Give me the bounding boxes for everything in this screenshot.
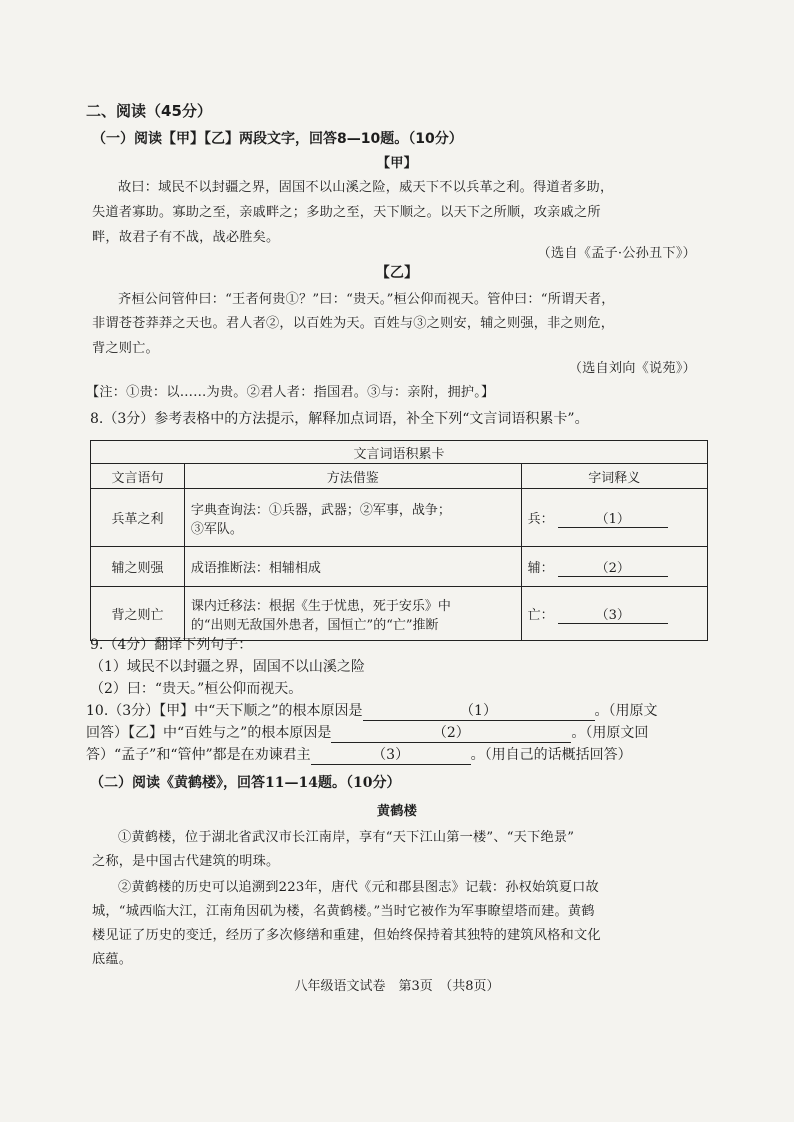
- article-paragraph-line: ①黄鹤楼，位于湖北省武汉市长江南岸，享有“天下江山第一楼”、“天下绝景”: [118, 830, 575, 845]
- row-phrase: 兵革之利: [91, 489, 185, 547]
- passage-yi-label: 【乙】: [375, 265, 419, 281]
- q9-item: （2）曰：“贵天。”桓公仰而视天。: [90, 681, 303, 697]
- row-method: 课内迁移法：根据《生于忧患，死于安乐》中 的“出则无敌国外患者，国恒亡”的“亡”推断: [184, 587, 521, 641]
- row-phrase: 辅之则强: [91, 547, 185, 587]
- article-paragraph-line: 底蕴。: [92, 952, 133, 967]
- passage-yi-line: 齐桓公问管仲曰：“王者何贵①？”曰：“贵天。”桓公仰而视天。管仲曰：“所谓天者，: [118, 292, 615, 307]
- passage-yi-line: 背之则亡。: [92, 341, 159, 356]
- vocab-card-table: [90, 440, 708, 641]
- row-meaning: 兵： （1）: [521, 489, 707, 547]
- header-meaning: 字词释义: [521, 464, 707, 489]
- article-paragraph-line: 城，“城西临大江，江南角因矶为楼，名黄鹤楼。”当时它被作为军事瞭望塔而建。黄鹤: [92, 904, 595, 919]
- card-title: 文言词语积累卡: [91, 441, 708, 464]
- passage-jia-source: （选自《孟子·公孙丑下》）: [537, 246, 696, 261]
- passage-jia-line: 失道者寡助。寡助之至，亲戚畔之；多助之至，天下顺之。以天下之所顺，攻亲戚之所: [92, 205, 601, 220]
- answer-blank[interactable]: （3）: [311, 744, 471, 765]
- passage-jia-label: 【甲】: [376, 156, 418, 171]
- answer-blank[interactable]: （2）: [558, 557, 668, 577]
- q9-item: （1）域民不以封疆之界，固国不以山溪之险: [90, 659, 365, 675]
- page-footer: 八年级语文试卷 第3页 （共8页）: [294, 979, 500, 994]
- answer-blank[interactable]: （3）: [558, 604, 668, 624]
- table-row: [91, 587, 708, 641]
- answer-blank[interactable]: （2）: [331, 722, 571, 743]
- passage-jia-line: 畔，故君子有不战，战必胜矣。: [92, 230, 280, 245]
- article-paragraph-line: 楼见证了历史的变迁，经历了多次修缮和重建，但始终保持着其独特的建筑风格和文化: [92, 928, 601, 943]
- part-two-heading: （二）阅读《黄鹤楼》，回答11—14题。（10分）: [90, 775, 401, 791]
- passage-jia-line: 故曰：域民不以封疆之界，固国不以山溪之险，威天下不以兵革之利。得道者多助，: [118, 180, 614, 195]
- passage-yi-note: 【注：①贵：以……为贵。②君人者：指国君。③与：亲附，拥护。】: [86, 385, 495, 400]
- answer-blank[interactable]: （1）: [363, 700, 595, 721]
- q9-prompt: 9.（4分）翻译下列句子：: [90, 637, 253, 653]
- section-title: 二、阅读（45分）: [86, 102, 212, 120]
- table-row: [91, 489, 708, 547]
- q10-line: 10.（3分）【甲】中“天下顺之”的根本原因是 （1） 。（用原文: [86, 700, 658, 721]
- row-meaning: 辅： （2）: [521, 547, 707, 587]
- q8-prompt: 8.（3分）参考表格中的方法提示，解释加点词语，补全下列“文言词语积累卡”。: [90, 411, 589, 427]
- row-method: 成语推断法：相辅相成: [184, 547, 521, 587]
- part-one-heading: （一）阅读【甲】【乙】两段文字，回答8—10题。（10分）: [92, 131, 463, 147]
- passage-yi-source: （选自刘向《说苑》）: [568, 361, 696, 376]
- row-meaning: 亡： （3）: [521, 587, 707, 641]
- header-phrase: 文言语句: [91, 464, 185, 489]
- row-phrase: 背之则亡: [91, 587, 185, 641]
- answer-blank[interactable]: （1）: [558, 508, 668, 528]
- passage-yi-line: 非谓苍苍莽莽之天也。君人者②，以百姓为天。百姓与③之则安，辅之则强，非之则危，: [92, 316, 615, 331]
- article-paragraph-line: 之称，是中国古代建筑的明珠。: [92, 854, 280, 869]
- row-method: 字典查询法：①兵器，武器；②军事，战争； ③军队。: [184, 489, 521, 547]
- article-title: 黄鹤楼: [376, 804, 418, 819]
- q10-line: 答）“孟子”和“管仲”都是在劝谏君主 （3） 。（用自己的话概括回答）: [86, 744, 632, 765]
- header-method: 方法借鉴: [184, 464, 521, 489]
- article-paragraph-line: ②黄鹤楼的历史可以追溯到223年，唐代《元和郡县图志》记载：孙权始筑夏口故: [118, 880, 599, 895]
- q10-line: 回答）【乙】中“百姓与之”的根本原因是 （2） 。（用原文回: [86, 722, 648, 743]
- table-row: [91, 547, 708, 587]
